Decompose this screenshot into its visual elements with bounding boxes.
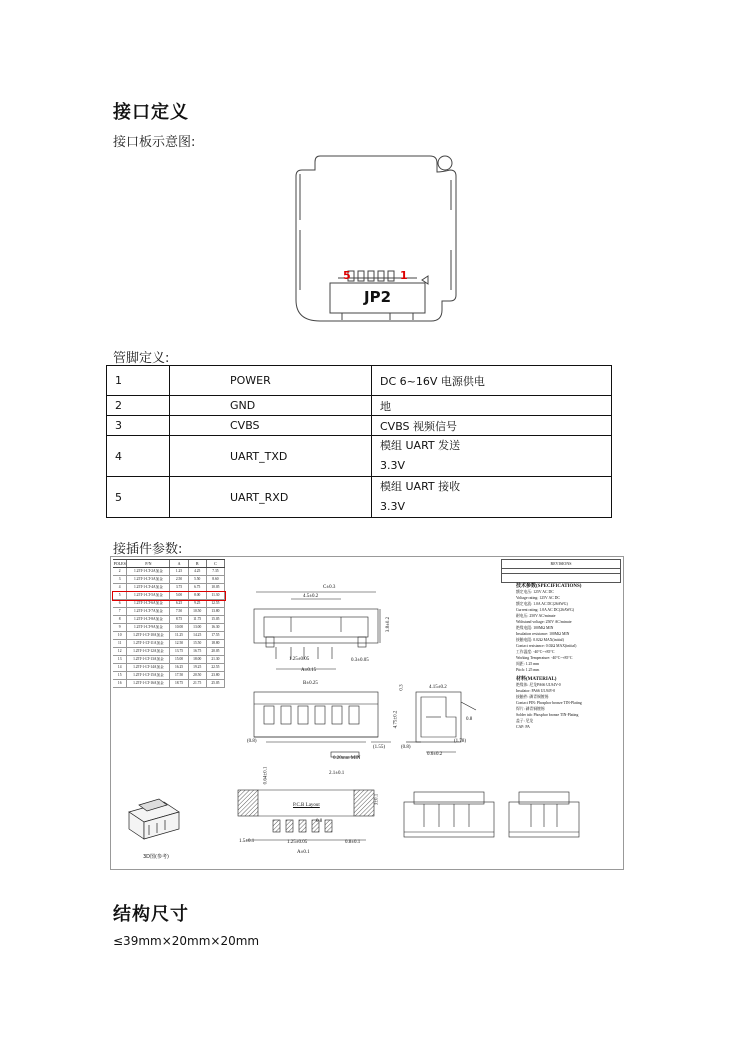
spec-item: 工作温度: -40°C~+85°C — [516, 650, 555, 654]
pcb-layout-drawing — [236, 782, 386, 852]
material-item: 绝缘体: 尼龙PA66 UL94V-0 — [516, 683, 561, 687]
spec-item: Insulation resistance: 100MΩ MIN — [516, 632, 570, 636]
poles-cell: 7.35 — [207, 568, 225, 575]
poles-row — [113, 672, 225, 680]
material-item: Insulator: PA66 UL94V-0 — [516, 689, 556, 693]
poles-cell: 8.75 — [170, 616, 188, 623]
spec-item: 额定电压: 125V AC DC — [516, 590, 554, 594]
dim-08c: 0.8±0.1 — [345, 840, 361, 845]
pin-definition-table — [106, 365, 612, 518]
dim-475: 4.75±0.2 — [393, 710, 399, 729]
poles-cell: 8.60 — [207, 576, 225, 583]
revision-label: REVISIONS — [550, 561, 572, 566]
connector-label-jp2: JP2 — [364, 288, 392, 306]
pin-description-line: 3.3V — [380, 459, 406, 472]
poles-cell: 1.25T-1-LT-5A加金 — [127, 592, 170, 599]
connector-params-title: 接插件参数: — [113, 542, 183, 557]
pin-description — [372, 477, 612, 518]
pin-row — [107, 416, 612, 436]
material-item: CAP: PA — [516, 725, 530, 729]
connector-drawing — [110, 556, 624, 870]
poles-cell: 15.05 — [207, 616, 225, 623]
poles-header-cell: B — [189, 560, 207, 567]
poles-cell: 10 — [113, 632, 127, 639]
poles-cell: 10.05 — [207, 584, 225, 591]
poles-cell: 20.05 — [207, 648, 225, 655]
dim-155: (1.55) — [373, 745, 386, 750]
spec-item: 接触电阻: 0.02Ω MAX(initial) — [516, 638, 564, 642]
spec-item: Pitch: 1.25 mm — [516, 668, 540, 672]
pin-description-line: 3.3V — [380, 500, 406, 513]
poles-cell: 1.25T-1-LT-7A加金 — [127, 608, 170, 615]
material-list — [516, 682, 623, 730]
spec-panel — [516, 582, 623, 730]
pcb-layout-label: P.C.B Layout — [293, 803, 320, 808]
poles-row — [113, 640, 225, 648]
poles-row — [113, 680, 225, 688]
poles-cell: 13 — [113, 656, 127, 663]
poles-cell: 11.75 — [189, 616, 207, 623]
material-title: 材料(MATERIAL) — [516, 677, 557, 682]
spec-list — [516, 589, 623, 673]
poles-cell: 22.55 — [207, 664, 225, 671]
poles-cell: 17.50 — [170, 672, 188, 679]
poles-cell: 12.55 — [207, 600, 225, 607]
poles-cell: 8.00 — [189, 592, 207, 599]
poles-cell: 14.25 — [189, 632, 207, 639]
dim-b-top: 4.5±0.2 — [303, 594, 319, 599]
poles-cell: 1.25T-1-LT-13A加金 — [127, 656, 170, 663]
poles-row — [113, 664, 225, 672]
poles-cell: 25.05 — [207, 680, 225, 687]
poles-row — [113, 616, 225, 624]
dim-w1: 0.3±0.05 — [351, 658, 369, 663]
pin-number: 5 — [107, 477, 170, 518]
poles-cell: 1.25T-1-LT-3A加金 — [127, 576, 170, 583]
poles-header-cell: P/N — [127, 560, 170, 567]
board-diagram-caption: 接口板示意图: — [113, 135, 196, 150]
pin-description — [372, 436, 612, 477]
dim-h1: 3.8±0.2 — [386, 616, 392, 633]
pin-description: CVBS 视频信号 — [372, 416, 612, 436]
poles-cell: 13.00 — [189, 624, 207, 631]
poles-row — [113, 648, 225, 656]
poles-table — [113, 559, 225, 688]
pin-name: CVBS — [170, 416, 372, 436]
poles-row — [113, 568, 225, 576]
poles-cell: 2 — [113, 568, 127, 575]
dim-415: 4.15±0.2 — [429, 685, 447, 690]
poles-row — [113, 600, 225, 608]
poles-cell: 1.25 — [170, 568, 188, 575]
poles-cell: 9.25 — [189, 600, 207, 607]
poles-cell: 1.25T-1-LT-9A加金 — [127, 624, 170, 631]
pin-row — [107, 436, 612, 477]
spec-item: Current rating: 1.0A AC DC(26AWG) — [516, 608, 575, 612]
spec-item: Voltage rating: 125V AC DC — [516, 596, 560, 600]
poles-cell: 18.75 — [170, 680, 188, 687]
poles-cell: 15 — [113, 672, 127, 679]
pin-number: 4 — [107, 436, 170, 477]
poles-cell: 3 — [113, 576, 127, 583]
pin-row — [107, 396, 612, 416]
poles-cell: 6 — [113, 600, 127, 607]
dim-b2: B±0.25 — [303, 681, 318, 686]
dim-pitch2: 1.25±0.05 — [287, 840, 308, 845]
material-item: Solder tab: Phosphor bronze TIN-Plating — [516, 713, 579, 717]
poles-cell: 18.00 — [189, 656, 207, 663]
front-view-drawing — [246, 587, 396, 677]
connector-3d-view — [119, 787, 189, 847]
dim-08: (0.8) — [247, 739, 257, 744]
revision-block — [501, 559, 621, 583]
spec-item: 额定电流: 1.0A AC DC(26AWG) — [516, 602, 568, 606]
poles-cell: 8 — [113, 616, 127, 623]
poles-cell: 6.25 — [170, 600, 188, 607]
poles-cell: 14 — [113, 664, 127, 671]
pin-name: UART_RXD — [170, 477, 372, 518]
poles-cell: 1.25T-1-LT-15A加金 — [127, 672, 170, 679]
dim-c: C±0.3 — [323, 585, 336, 590]
poles-table-body — [113, 568, 225, 688]
poles-row — [113, 608, 225, 616]
poles-cell: 13.80 — [207, 608, 225, 615]
poles-cell: 16.25 — [170, 664, 188, 671]
poles-header-cell: C — [207, 560, 225, 567]
dim-15: 1.5±0.1 — [239, 839, 255, 844]
poles-cell: 16.30 — [207, 624, 225, 631]
spec-item: 间距: 1.25 mm — [516, 662, 540, 666]
pin-definition-title: 管脚定义: — [113, 351, 170, 366]
poles-cell: 4.25 — [189, 568, 207, 575]
structure-dimensions: ≤39mm×20mm×20mm — [113, 934, 260, 948]
poles-cell: 18.80 — [207, 640, 225, 647]
poles-cell: 11.25 — [170, 632, 188, 639]
dim-178: (1.78) — [454, 739, 467, 744]
poles-cell: 2.50 — [170, 576, 188, 583]
spec-title: 技术参数(SPECIFICATIONS) — [516, 584, 582, 589]
pin-description: 地 — [372, 396, 612, 416]
spec-item: Contact resistance: 0.02Ω MAX(initial) — [516, 644, 577, 648]
poles-cell: 1.25T-1-LT-10A加金 — [127, 632, 170, 639]
spec-item: Working Temperature: -40°C~+85°C — [516, 656, 573, 660]
poles-cell: 7.50 — [170, 608, 188, 615]
poles-cell: 9 — [113, 624, 127, 631]
pin-name: POWER — [170, 366, 372, 396]
pin-description-line: 模组 UART 发送 — [380, 439, 461, 452]
poles-cell: 6.75 — [189, 584, 207, 591]
poles-cell: 1.25T-1-LT-12A加金 — [127, 648, 170, 655]
poles-cell: 1.25T-1-LT-6A加金 — [127, 600, 170, 607]
poles-cell: 1.25T-1-LT-16A加金 — [127, 680, 170, 687]
poles-cell: 23.80 — [207, 672, 225, 679]
pin-row — [107, 366, 612, 396]
poles-row — [113, 584, 225, 592]
poles-cell: 12 — [113, 648, 127, 655]
spec-item: 耐电压: 250V AC/minute — [516, 614, 556, 618]
material-item: 盖子: 尼龙 — [516, 719, 534, 723]
pin1-marker: 1 — [400, 269, 408, 282]
poles-row — [113, 632, 225, 640]
poles-cell: 1.25T-1-LT-4A加金 — [127, 584, 170, 591]
poles-cell: 16.75 — [189, 648, 207, 655]
dim-a1: A±0.15 — [301, 668, 317, 673]
poles-cell: 1.25T-1-LT-2A加金 — [127, 568, 170, 575]
3d-view-label: 3D图(参考) — [143, 854, 169, 860]
poles-header-cell: A — [170, 560, 188, 567]
poles-row — [113, 592, 225, 600]
poles-cell: 21.75 — [189, 680, 207, 687]
poles-table-header — [113, 559, 225, 568]
pin-name: UART_TXD — [170, 436, 372, 477]
dim-06: 0.6±0.2 — [427, 752, 443, 757]
poles-cell: 3.75 — [170, 584, 188, 591]
spec-item: Withstand voltage: 250V AC/minute — [516, 620, 572, 624]
poles-cell: 1.25T-1-LT-8A加金 — [127, 616, 170, 623]
material-item: 焊片: 磷青铜镀锡 — [516, 707, 545, 711]
dim-pitch1: 1.25±0.05 — [289, 657, 310, 662]
poles-cell: 12.50 — [170, 640, 188, 647]
poles-cell: 5.00 — [170, 592, 188, 599]
pin-name: GND — [170, 396, 372, 416]
poles-cell: 17.55 — [207, 632, 225, 639]
dim-08-note: 0.8 — [466, 717, 473, 722]
poles-cell: 1.25T-1-LT-11A加金 — [127, 640, 170, 647]
poles-cell: 10.00 — [170, 624, 188, 631]
poles-cell: 15.00 — [170, 656, 188, 663]
pin-row — [107, 477, 612, 518]
dim-08d: 0.8 — [316, 819, 323, 824]
pin-number: 3 — [107, 416, 170, 436]
poles-cell: 21.30 — [207, 656, 225, 663]
dim-020: 0.20mm MIN — [333, 756, 361, 761]
dim-3: 3±0.1 — [374, 793, 380, 806]
spec-item: 绝缘电阻: 100MΩ MIN — [516, 626, 554, 630]
dim-a2: A±0.1 — [297, 850, 310, 855]
poles-cell: 20.50 — [189, 672, 207, 679]
poles-row — [113, 624, 225, 632]
poles-cell: 4 — [113, 584, 127, 591]
poles-cell: 13.75 — [170, 648, 188, 655]
poles-cell: 10.50 — [189, 608, 207, 615]
poles-cell: 1.25T-1-LT-14A加金 — [127, 664, 170, 671]
poles-cell: 19.25 — [189, 664, 207, 671]
poles-cell: 5 — [113, 592, 127, 599]
dim-21: 2.1±0.1 — [329, 771, 345, 776]
poles-header-cell: POLES — [113, 561, 126, 566]
pin-description: DC 6~16V 电源供电 — [372, 366, 612, 396]
poles-cell: 7 — [113, 608, 127, 615]
dim-08b-side: (0.8) — [401, 745, 411, 750]
material-item: Contact PIN: Phosphor bronze TIN-Plating — [516, 701, 582, 705]
bottom-view-drawing — [246, 682, 399, 762]
poles-cell: 5.50 — [189, 576, 207, 583]
pin-number: 2 — [107, 396, 170, 416]
mated-views-drawing — [399, 782, 589, 847]
pin5-marker: 5 — [343, 269, 351, 282]
poles-cell: 16 — [113, 680, 127, 687]
dim-03: 0.3 — [399, 684, 405, 691]
poles-row — [113, 656, 225, 664]
poles-cell: 11 — [113, 640, 127, 647]
material-item: 接触件: 磷青铜镀锡 — [516, 695, 549, 699]
pin-description-line: 模组 UART 接收 — [380, 480, 461, 493]
side-view-drawing — [396, 682, 496, 762]
dim-064: 0.64±0.1 — [263, 766, 269, 785]
poles-cell: 11.30 — [207, 592, 225, 599]
poles-cell: 15.50 — [189, 640, 207, 647]
poles-row — [113, 576, 225, 584]
section-title-interface: 接口定义 — [113, 102, 189, 123]
pin-number: 1 — [107, 366, 170, 396]
section-title-structure: 结构尺寸 — [113, 904, 189, 925]
